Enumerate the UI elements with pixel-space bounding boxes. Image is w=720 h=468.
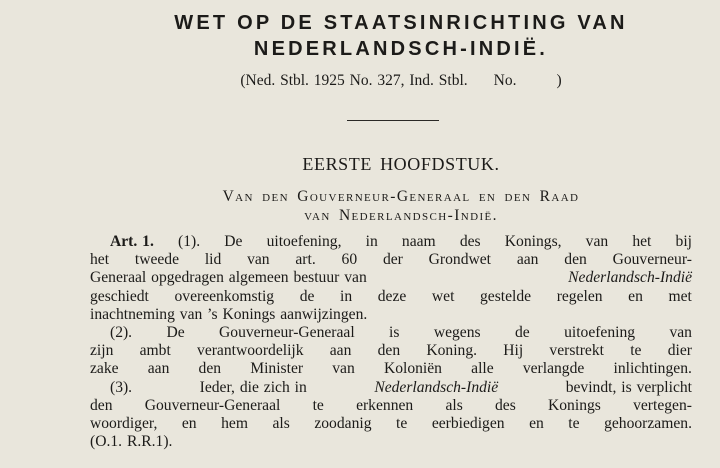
word: regelen: [556, 287, 603, 305]
word: als: [445, 396, 463, 414]
word: uitoefening: [564, 324, 636, 342]
citation-part-2: No.: [493, 72, 517, 89]
article-1-line: [90, 397, 692, 415]
word: verantwoordelijk: [197, 342, 304, 360]
p3-l1-pre: Ieder, die zich in: [199, 378, 307, 396]
word: De: [166, 324, 185, 342]
word: de: [514, 324, 530, 342]
word: tweede: [134, 251, 180, 269]
word: wegens: [433, 324, 481, 342]
word: met: [668, 287, 692, 305]
word: De: [224, 233, 243, 250]
article-1-line: [90, 233, 692, 251]
article-1-line: [90, 379, 692, 397]
word: en: [628, 287, 643, 305]
word: gehoorzamen.: [604, 415, 692, 433]
word: inlichtingen.: [613, 360, 692, 378]
word: den: [377, 342, 401, 360]
article-label: Art. 1.: [110, 233, 154, 250]
word: dier: [667, 342, 692, 360]
word: zake: [90, 360, 119, 378]
p3-l4-text: (O.1. R.R.1).: [90, 433, 173, 451]
word: uitoefening,: [266, 233, 342, 250]
word: alle: [471, 360, 494, 378]
word: 60: [341, 251, 358, 269]
word: Koloniën: [383, 360, 442, 378]
word: geschiedt: [90, 287, 149, 305]
law-title: [110, 0, 692, 62]
word: eerbiedigen: [431, 415, 505, 433]
word: overeenkomstig: [174, 287, 275, 305]
p3-num: (3).: [110, 378, 133, 396]
word: Hij: [503, 342, 524, 360]
word: ambt: [139, 342, 171, 360]
word: het: [632, 233, 652, 250]
p3-l1-post: bevindt, is verplicht: [565, 378, 692, 396]
chapter-subtitle: [110, 187, 692, 225]
article-1-line: [90, 288, 692, 306]
word: bij: [675, 233, 692, 250]
word: en: [529, 415, 544, 433]
publication-citation: [110, 72, 692, 90]
article-1-line: [90, 415, 692, 433]
word: Minister: [250, 360, 304, 378]
word: woordiger,: [90, 415, 158, 433]
word: Konings,: [504, 233, 562, 250]
word: erkennen: [356, 396, 414, 414]
word: Grondwet: [428, 251, 492, 269]
section-divider: [347, 120, 439, 121]
p1-l3-italic: Nederlandsch-Indië: [568, 269, 692, 287]
chapter-subtitle-line-2: van Nederlandsch-Indië.: [304, 207, 498, 224]
word: gestelde: [480, 287, 532, 305]
article-1-line: [90, 251, 692, 269]
law-title-line-2: NEDERLANDSCH-INDIË.: [253, 38, 549, 60]
word: in: [340, 287, 353, 305]
word: te: [396, 415, 408, 433]
word: hem: [221, 415, 248, 433]
p2-num: (2).: [110, 324, 133, 342]
word: deze: [377, 287, 407, 305]
citation-part-3: ): [556, 72, 562, 89]
word: te: [568, 415, 580, 433]
p3-l1-italic: Nederlandsch-Indië: [374, 378, 499, 396]
word: te: [630, 342, 642, 360]
word: zoodanig: [314, 415, 372, 433]
p1-num: (1).: [178, 233, 201, 250]
word: des: [459, 233, 481, 250]
article-1-line: [90, 360, 692, 378]
word: te: [312, 396, 324, 414]
word: verstrekt: [549, 342, 604, 360]
word: Gouverneur-Generaal: [219, 324, 355, 342]
word: is: [389, 324, 400, 342]
word: der: [382, 251, 403, 269]
article-1: [90, 233, 692, 451]
word: van: [669, 324, 692, 342]
word: in: [365, 233, 378, 250]
word: naam: [401, 233, 436, 250]
word: Gouverneur-: [612, 251, 692, 269]
word: aan: [329, 342, 352, 360]
chapter-heading: EERSTE HOOFDSTUK.: [302, 154, 500, 174]
article-1-line: [90, 269, 692, 287]
word: den: [90, 396, 113, 414]
word: van: [585, 233, 609, 250]
word: den: [564, 251, 587, 269]
p1-l3-text: Generaal opgedragen algemeen bestuur van: [90, 269, 367, 287]
word: Gouverneur-Generaal: [144, 396, 281, 414]
word: des: [494, 396, 516, 414]
word: van: [247, 251, 270, 269]
article-1-line: [90, 433, 692, 451]
article-1-line: [90, 342, 692, 360]
word: zijn: [90, 342, 114, 360]
article-1-line: [90, 306, 692, 324]
p1-l5-text: inachtneming van ’s Konings aanwijzingen.: [90, 305, 368, 323]
word: lid: [204, 251, 222, 269]
word: verlangde: [522, 360, 585, 378]
word: het: [90, 251, 110, 269]
word: vertegen-: [633, 396, 692, 414]
word: van: [332, 360, 355, 378]
word: wet: [431, 287, 455, 305]
word: Koning.: [426, 342, 478, 360]
word: en: [181, 415, 197, 433]
word: Konings: [548, 396, 601, 414]
word: als: [272, 415, 290, 433]
law-title-line-1: WET OP DE STAATSINRICHTING VAN: [174, 12, 628, 34]
word: art.: [295, 251, 316, 269]
citation-part-1: (Ned. Stbl. 1925 No. 327, Ind. Stbl.: [240, 72, 468, 89]
word: den: [198, 360, 222, 378]
word: aan: [516, 251, 539, 269]
word: de: [299, 287, 315, 305]
word: aan: [147, 360, 170, 378]
article-1-line: [90, 324, 692, 342]
chapter-subtitle-line-1: Van den Gouverneur-Generaal en den Raad: [222, 188, 580, 205]
